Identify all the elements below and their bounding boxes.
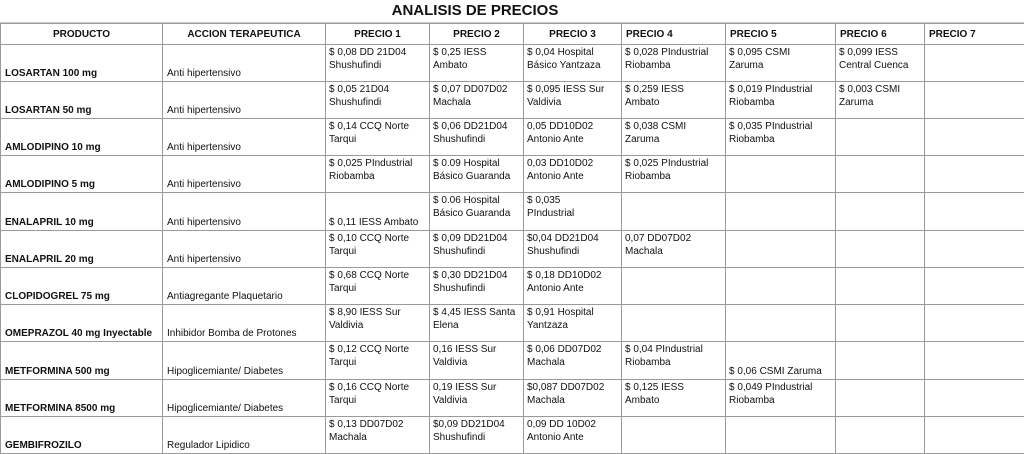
cell-accion-terapeutica[interactable]: Antiagregante Plaquetario xyxy=(163,268,326,305)
price-line-2: Machala xyxy=(329,432,367,443)
cell-producto[interactable]: LOSARTAN 50 mg xyxy=(1,82,163,119)
price-line-2: Elena xyxy=(433,320,459,331)
cell-precio-5[interactable] xyxy=(726,193,836,231)
cell-precio-2[interactable] xyxy=(430,417,524,454)
cell-producto[interactable]: METFORMINA 500 mg xyxy=(1,342,163,380)
table-row xyxy=(1,119,1024,156)
cell-precio-5[interactable] xyxy=(726,231,836,268)
price-line-2: Básico Yantzaza xyxy=(527,60,601,71)
cell-precio-3[interactable] xyxy=(524,342,622,380)
price-table xyxy=(0,23,1024,454)
price-line-2: Ambato xyxy=(625,395,660,406)
cell-precio-5[interactable] xyxy=(726,156,836,193)
cell-precio-5[interactable] xyxy=(726,268,836,305)
page-title: ANALISIS DE PRECIOS xyxy=(391,2,559,19)
price-line-2: Tarqui xyxy=(329,395,357,406)
table-body xyxy=(1,45,1024,454)
header-producto[interactable]: PRODUCTO xyxy=(1,24,163,45)
price-line-2: Shushufindi xyxy=(527,246,580,257)
header-row xyxy=(1,24,1024,45)
cell-precio-7[interactable] xyxy=(925,342,1024,380)
price-line-2: Zaruma xyxy=(729,60,764,71)
cell-precio-4[interactable] xyxy=(622,305,726,342)
price-line-1: $ 0,049 PIndustrial xyxy=(729,382,813,393)
price-line-1: $0,087 DD07D02 xyxy=(527,382,605,393)
price-line-1: $ 0,16 CCQ Norte xyxy=(329,382,410,393)
price-line-2: Antonio Ante xyxy=(527,432,584,443)
cell-precio-2[interactable] xyxy=(430,45,524,82)
price-line-2: Shushufindi xyxy=(433,134,486,145)
cell-accion-terapeutica[interactable]: Anti hipertensivo xyxy=(163,82,326,119)
price-line-1: $ 0,06 DD21D04 xyxy=(433,121,508,132)
cell-precio-5[interactable] xyxy=(726,45,836,82)
price-line-2: Riobamba xyxy=(625,60,671,71)
cell-precio-2[interactable] xyxy=(430,380,524,417)
price-line-1: 0,19 IESS Sur xyxy=(433,382,497,393)
cell-precio-3[interactable] xyxy=(524,417,622,454)
price-line-1: 0,05 DD10D02 xyxy=(527,121,594,132)
cell-precio-2[interactable] xyxy=(430,342,524,380)
cell-precio-3[interactable] xyxy=(524,45,622,82)
price-line-1: $ 0,06 CSMI Zaruma xyxy=(729,366,822,377)
cell-precio-1[interactable] xyxy=(326,156,430,193)
cell-precio-7[interactable] xyxy=(925,417,1024,454)
price-line-1: $ 0,18 DD10D02 xyxy=(527,270,602,281)
cell-precio-2[interactable] xyxy=(430,156,524,193)
price-line-1: $ 0,095 CSMI xyxy=(729,47,791,58)
cell-producto[interactable]: ENALAPRIL 20 mg xyxy=(1,231,163,268)
cell-accion-terapeutica[interactable]: Regulador Lipidico xyxy=(163,417,326,454)
price-line-2: Valdivia xyxy=(433,357,468,368)
price-line-2: Básico Guaranda xyxy=(433,171,511,182)
price-line-1: $ 0,10 CCQ Norte xyxy=(329,233,410,244)
price-line-1: $ 0.06 Hospital xyxy=(433,195,500,206)
cell-producto[interactable]: AMLODIPINO 10 mg xyxy=(1,119,163,156)
cell-precio-2[interactable] xyxy=(430,193,524,231)
price-line-2: Básico Guaranda xyxy=(433,208,511,219)
cell-precio-3[interactable] xyxy=(524,193,622,231)
price-line-2: Antonio Ante xyxy=(527,171,584,182)
cell-precio-6[interactable] xyxy=(836,231,925,268)
price-line-2: Riobamba xyxy=(729,395,775,406)
cell-accion-terapeutica[interactable]: Hipoglicemiante/ Diabetes xyxy=(163,380,326,417)
cell-precio-6[interactable] xyxy=(836,119,925,156)
table-row xyxy=(1,45,1024,82)
cell-precio-2[interactable] xyxy=(430,231,524,268)
price-line-1: $ 8,90 IESS Sur xyxy=(329,307,401,318)
cell-precio-4[interactable] xyxy=(622,82,726,119)
cell-precio-1[interactable] xyxy=(326,45,430,82)
header-precio-7[interactable]: PRECIO 7 xyxy=(925,24,1024,45)
table-row xyxy=(1,417,1024,454)
cell-precio-3[interactable] xyxy=(524,305,622,342)
price-line-1: $ 0,30 DD21D04 xyxy=(433,270,508,281)
price-line-2: Shushufindi xyxy=(433,432,486,443)
price-line-1: $ 0,035 xyxy=(527,195,561,206)
table-row xyxy=(1,193,1024,231)
price-line-2: Riobamba xyxy=(729,97,775,108)
cell-producto[interactable]: CLOPIDOGREL 75 mg xyxy=(1,268,163,305)
cell-precio-2[interactable] xyxy=(430,268,524,305)
price-line-2: Shushufindi xyxy=(433,283,486,294)
cell-precio-6[interactable] xyxy=(836,380,925,417)
price-line-1: $ 0,025 PIndustrial xyxy=(625,158,709,169)
cell-precio-4[interactable] xyxy=(622,231,726,268)
price-line-2: Riobamba xyxy=(625,357,671,368)
cell-accion-terapeutica[interactable]: Anti hipertensivo xyxy=(163,119,326,156)
price-line-1: $ 0,025 PIndustrial xyxy=(329,158,413,169)
title-row xyxy=(0,0,1024,23)
cell-precio-7[interactable] xyxy=(925,45,1024,82)
price-line-2: Riobamba xyxy=(329,171,375,182)
cell-precio-5[interactable] xyxy=(726,417,836,454)
cell-precio-6[interactable] xyxy=(836,193,925,231)
price-line-1: $ 0,08 DD 21D04 xyxy=(329,47,407,58)
cell-accion-terapeutica[interactable]: Anti hipertensivo xyxy=(163,156,326,193)
price-line-1: $ 0,11 IESS Ambato xyxy=(329,217,419,228)
price-line-1: $ 0,12 CCQ Norte xyxy=(329,344,410,355)
cell-producto[interactable]: ENALAPRIL 10 mg xyxy=(1,193,163,231)
price-line-2: Tarqui xyxy=(329,357,357,368)
cell-precio-4[interactable] xyxy=(622,119,726,156)
cell-precio-6[interactable] xyxy=(836,342,925,380)
table-row xyxy=(1,380,1024,417)
cell-precio-5[interactable] xyxy=(726,82,836,119)
cell-precio-1[interactable] xyxy=(326,305,430,342)
header-precio-4[interactable]: PRECIO 4 xyxy=(622,24,726,45)
cell-precio-4[interactable] xyxy=(622,342,726,380)
price-line-1: 0,03 DD10D02 xyxy=(527,158,594,169)
cell-precio-3[interactable] xyxy=(524,119,622,156)
cell-precio-7[interactable] xyxy=(925,156,1024,193)
cell-precio-4[interactable] xyxy=(622,417,726,454)
cell-precio-6[interactable] xyxy=(836,268,925,305)
table-row xyxy=(1,82,1024,119)
price-line-2: Machala xyxy=(527,357,565,368)
cell-precio-2[interactable] xyxy=(430,305,524,342)
price-line-2: Ambato xyxy=(625,97,660,108)
cell-precio-4[interactable] xyxy=(622,380,726,417)
table-row xyxy=(1,305,1024,342)
cell-precio-1[interactable] xyxy=(326,119,430,156)
cell-producto[interactable]: OMEPRAZOL 40 mg Inyectable xyxy=(1,305,163,342)
cell-precio-6[interactable] xyxy=(836,305,925,342)
price-line-2: Machala xyxy=(625,246,663,257)
cell-precio-6[interactable] xyxy=(836,82,925,119)
price-line-2: Zaruma xyxy=(625,134,660,145)
cell-precio-7[interactable] xyxy=(925,193,1024,231)
price-line-1: 0,16 IESS Sur xyxy=(433,344,497,355)
price-line-2: PIndustrial xyxy=(527,208,575,219)
price-line-1: $ 4,45 IESS Santa xyxy=(433,307,516,318)
cell-precio-1[interactable] xyxy=(326,268,430,305)
cell-precio-4[interactable] xyxy=(622,156,726,193)
price-line-2: Central Cuenca xyxy=(839,60,909,71)
cell-precio-1[interactable] xyxy=(326,380,430,417)
price-line-1: 0,09 DD 10D02 xyxy=(527,419,596,430)
price-line-2: Valdivia xyxy=(433,395,468,406)
cell-precio-7[interactable] xyxy=(925,305,1024,342)
table-row xyxy=(1,342,1024,380)
price-line-2: Tarqui xyxy=(329,134,357,145)
cell-accion-terapeutica[interactable]: Anti hipertensivo xyxy=(163,231,326,268)
cell-precio-7[interactable] xyxy=(925,119,1024,156)
header-accion[interactable]: ACCION TERAPEUTICA xyxy=(163,24,326,45)
price-line-1: $ 0,04 Hospital xyxy=(527,47,594,58)
price-line-1: $ 0,68 CCQ Norte xyxy=(329,270,410,281)
header-precio-2[interactable]: PRECIO 2 xyxy=(430,24,524,45)
price-line-1: $ 0,095 IESS Sur xyxy=(527,84,605,95)
cell-precio-3[interactable] xyxy=(524,380,622,417)
price-line-1: $ 0,06 DD07D02 xyxy=(527,344,602,355)
cell-producto[interactable]: GEMBIFROZILO xyxy=(1,417,163,454)
price-line-1: $ 0.09 Hospital xyxy=(433,158,500,169)
price-line-2: Shushufindi xyxy=(433,246,486,257)
cell-producto[interactable]: METFORMINA 8500 mg xyxy=(1,380,163,417)
cell-precio-2[interactable] xyxy=(430,82,524,119)
price-line-2: Shushufindi xyxy=(329,60,382,71)
price-line-1: $ 0,028 PIndustrial xyxy=(625,47,709,58)
cell-producto[interactable]: AMLODIPINO 5 mg xyxy=(1,156,163,193)
cell-precio-1[interactable] xyxy=(326,417,430,454)
price-line-2: Antonio Ante xyxy=(527,283,584,294)
price-line-1: $ 0,003 CSMI xyxy=(839,84,901,95)
price-line-2: Shushufindi xyxy=(329,97,382,108)
price-line-2: Valdivia xyxy=(329,320,364,331)
cell-accion-terapeutica[interactable]: Inhibidor Bomba de Protones xyxy=(163,305,326,342)
cell-precio-4[interactable] xyxy=(622,45,726,82)
price-line-1: $ 0,91 Hospital xyxy=(527,307,594,318)
cell-precio-6[interactable] xyxy=(836,156,925,193)
price-line-2: Zaruma xyxy=(839,97,874,108)
cell-accion-terapeutica[interactable]: Anti hipertensivo xyxy=(163,45,326,82)
cell-producto[interactable]: LOSARTAN 100 mg xyxy=(1,45,163,82)
cell-precio-6[interactable] xyxy=(836,417,925,454)
cell-precio-4[interactable] xyxy=(622,193,726,231)
cell-precio-5[interactable] xyxy=(726,119,836,156)
price-line-1: $ 0,099 IESS xyxy=(839,47,898,58)
price-line-2: Machala xyxy=(527,395,565,406)
price-line-2: Tarqui xyxy=(329,246,357,257)
price-line-2: Ambato xyxy=(433,60,468,71)
cell-precio-3[interactable] xyxy=(524,82,622,119)
price-line-2: Tarqui xyxy=(329,283,357,294)
header-precio-1[interactable]: PRECIO 1 xyxy=(326,24,430,45)
cell-precio-4[interactable] xyxy=(622,268,726,305)
header-precio-6[interactable]: PRECIO 6 xyxy=(836,24,925,45)
cell-accion-terapeutica[interactable]: Anti hipertensivo xyxy=(163,193,326,231)
price-line-1: $ 0,259 IESS xyxy=(625,84,684,95)
price-line-2: Valdivia xyxy=(527,97,562,108)
cell-precio-7[interactable] xyxy=(925,231,1024,268)
cell-precio-5[interactable] xyxy=(726,380,836,417)
price-line-1: $ 0,125 IESS xyxy=(625,382,684,393)
cell-precio-7[interactable] xyxy=(925,268,1024,305)
price-line-2: Riobamba xyxy=(625,171,671,182)
price-line-2: Machala xyxy=(433,97,471,108)
table-row xyxy=(1,231,1024,268)
price-line-1: $ 0,09 DD21D04 xyxy=(433,233,508,244)
price-line-1: $ 0,07 DD07D02 xyxy=(433,84,508,95)
price-line-1: $ 0,019 PIndustrial xyxy=(729,84,813,95)
cell-precio-1[interactable] xyxy=(326,82,430,119)
price-line-1: $ 0,038 CSMI xyxy=(625,121,687,132)
cell-precio-5[interactable] xyxy=(726,305,836,342)
price-line-1: 0,07 DD07D02 xyxy=(625,233,692,244)
price-line-1: $0,09 DD21D04 xyxy=(433,419,505,430)
price-line-1: $0,04 DD21D04 xyxy=(527,233,599,244)
price-line-2: Antonio Ante xyxy=(527,134,584,145)
price-line-1: $ 0,25 IESS xyxy=(433,47,487,58)
table-row xyxy=(1,156,1024,193)
header-precio-5[interactable]: PRECIO 5 xyxy=(726,24,836,45)
header-precio-3[interactable]: PRECIO 3 xyxy=(524,24,622,45)
price-line-1: $ 0,04 PIndustrial xyxy=(625,344,703,355)
cell-precio-1[interactable] xyxy=(326,342,430,380)
cell-precio-7[interactable] xyxy=(925,82,1024,119)
price-line-1: $ 0,14 CCQ Norte xyxy=(329,121,410,132)
cell-precio-7[interactable] xyxy=(925,380,1024,417)
cell-accion-terapeutica[interactable]: Hipoglicemiante/ Diabetes xyxy=(163,342,326,380)
price-line-1: $ 0,035 PIndustrial xyxy=(729,121,813,132)
price-line-1: $ 0,05 21D04 xyxy=(329,84,390,95)
cell-precio-3[interactable] xyxy=(524,156,622,193)
cell-precio-3[interactable] xyxy=(524,268,622,305)
table-row xyxy=(1,268,1024,305)
cell-precio-3[interactable] xyxy=(524,231,622,268)
price-line-1: $ 0,13 DD07D02 xyxy=(329,419,404,430)
price-line-2: Yantzaza xyxy=(527,320,568,331)
cell-precio-1[interactable] xyxy=(326,193,430,231)
cell-precio-1[interactable] xyxy=(326,231,430,268)
price-line-2: Riobamba xyxy=(729,134,775,145)
cell-precio-5[interactable] xyxy=(726,342,836,380)
cell-precio-2[interactable] xyxy=(430,119,524,156)
cell-precio-6[interactable] xyxy=(836,45,925,82)
